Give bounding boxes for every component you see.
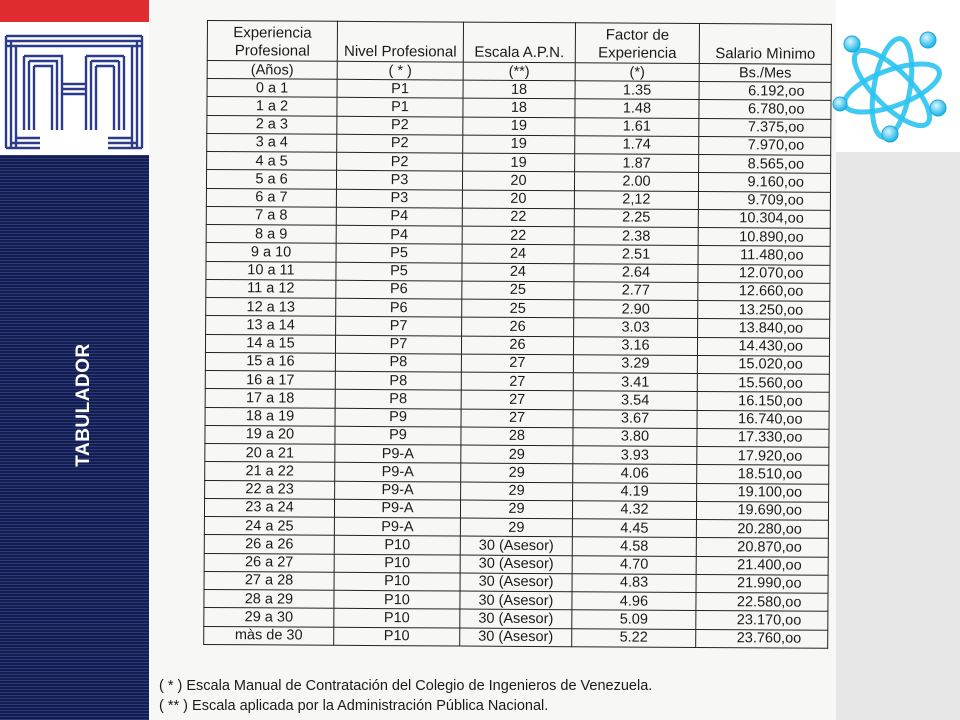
cell-scale: 29 [460, 500, 572, 519]
cell-experience: 3 a 4 [207, 133, 337, 152]
cell-scale: 29 [461, 463, 573, 482]
cell-salary: 9.709,oo [698, 191, 830, 210]
cell-scale: 30 (Asesor) [460, 573, 572, 592]
cell-experience: 28 a 29 [204, 589, 334, 608]
cell-salary: Salario Mìnimo [699, 24, 831, 65]
cell-salary: 15.020,oo [697, 355, 829, 374]
cell-experience: 5 a 6 [206, 170, 336, 189]
cell-experience: 22 a 23 [205, 480, 335, 499]
cell-level: P10 [334, 554, 460, 573]
cell-scale: 24 [462, 263, 574, 282]
cell-experience: 16 a 17 [205, 370, 335, 389]
cell-level: P4 [336, 207, 462, 226]
cell-level: P10 [334, 590, 460, 609]
cell-experience: 18 a 19 [205, 407, 335, 426]
cell-factor: 1.74 [575, 135, 699, 154]
cell-factor: 3.54 [573, 391, 697, 410]
cell-salary: 6.780,oo [699, 100, 831, 119]
footnote-1: ( * ) Escala Manual de Contratación del Colegio de Ingenieros de Venezuela. [159, 678, 653, 694]
cell-level: P9-A [335, 444, 461, 463]
cell-factor: 4.32 [572, 500, 696, 519]
cell-level: P2 [337, 134, 463, 153]
cell-factor: 3.03 [574, 318, 698, 337]
cell-level: P8 [335, 390, 461, 409]
cell-factor: 2.64 [574, 263, 698, 282]
cell-experience: 8 a 9 [206, 224, 336, 243]
cell-factor: 2.90 [574, 300, 698, 319]
cell-level: P1 [337, 98, 463, 117]
cell-experience: 10 a 11 [206, 261, 336, 280]
cell-scale: 19 [463, 153, 575, 172]
cell-experience: 27 a 28 [204, 571, 334, 590]
cell-experience: 2 a 3 [207, 115, 337, 134]
cell-salary: 12.070,oo [698, 264, 830, 283]
cell-experience: 14 a 15 [205, 334, 335, 353]
cell-salary: 7.375,oo [699, 118, 831, 137]
cell-factor: 4.06 [573, 464, 697, 483]
cell-factor: 3.67 [573, 409, 697, 428]
cell-salary: 6.192,oo [699, 82, 831, 101]
cell-factor: 4.83 [572, 573, 696, 592]
cell-scale: 18 [463, 80, 575, 99]
cell-factor: 2.51 [574, 245, 698, 264]
cell-factor: 4.70 [572, 555, 696, 574]
cell-level: P2 [337, 152, 463, 171]
cell-salary: 15.560,oo [697, 374, 829, 393]
cell-salary: 14.430,oo [697, 337, 829, 356]
cell-scale: 18 [463, 98, 575, 117]
cell-level: P10 [334, 572, 460, 591]
cell-level: P10 [334, 536, 460, 555]
cell-salary: 22.580,oo [696, 592, 828, 611]
table-header-row [207, 21, 831, 65]
cell-salary: 10.304,oo [698, 209, 830, 228]
cell-experience: 17 a 18 [205, 389, 335, 408]
cell-factor: 2,12 [574, 190, 698, 209]
cell-salary: 16.150,oo [697, 392, 829, 411]
cell-level: P5 [336, 244, 462, 263]
cell-scale: 19 [463, 117, 575, 136]
cell-salary: 9.160,oo [698, 173, 830, 192]
cell-factor: 3.93 [573, 446, 697, 465]
cell-experience: 7 a 8 [206, 206, 336, 225]
cell-experience: 20 a 21 [205, 443, 335, 462]
cell-scale: 30 (Asesor) [460, 536, 572, 555]
cell-experience: 24 a 25 [204, 516, 334, 535]
cell-salary: 12.660,oo [698, 282, 830, 301]
cell-salary: 21.990,oo [696, 574, 828, 593]
cell-scale: 30 (Asesor) [460, 555, 572, 574]
cell-experience: 15 a 16 [205, 352, 335, 371]
cell-level: P9-A [334, 499, 460, 518]
cell-scale: 30 (Asesor) [460, 591, 572, 610]
cell-scale: 30 (Asesor) [460, 609, 572, 628]
cell-factor: 3.16 [573, 336, 697, 355]
cell-level: P6 [336, 280, 462, 299]
cell-salary: 11.480,oo [698, 246, 830, 265]
cell-factor: 2.25 [574, 208, 698, 227]
cell-scale: 27 [461, 390, 573, 409]
cell-scale: 28 [461, 427, 573, 446]
footnotes [159, 676, 652, 716]
table-row [204, 626, 828, 648]
cell-scale: 27 [461, 372, 573, 391]
cell-level: P8 [335, 371, 461, 390]
cell-experience: 4 a 5 [207, 152, 337, 171]
cell-experience: 13 a 14 [206, 316, 336, 335]
cell-salary: 20.280,oo [696, 519, 828, 538]
cell-scale: 25 [462, 299, 574, 318]
cell-factor: 1.61 [575, 117, 699, 136]
cell-salary: 13.250,oo [698, 301, 830, 320]
cell-factor: 4.96 [572, 592, 696, 611]
right-gray-panel [836, 152, 960, 720]
cell-level: P10 [334, 609, 460, 628]
cell-level: P5 [336, 262, 462, 281]
cell-experience: 6 a 7 [206, 188, 336, 207]
atom-icon [830, 26, 954, 152]
cell-scale: 19 [463, 135, 575, 154]
cell-experience: 9 a 10 [206, 243, 336, 262]
cell-scale: (**) [463, 62, 575, 81]
cell-experience: 21 a 22 [205, 462, 335, 481]
cell-factor: 3.80 [573, 427, 697, 446]
cell-salary: 20.870,oo [696, 538, 828, 557]
cell-factor: 1.87 [575, 154, 699, 173]
left-sidebar [0, 0, 149, 720]
cell-factor: 2.38 [574, 227, 698, 246]
cell-salary: 8.565,oo [699, 155, 831, 174]
cell-experience: 11 a 12 [206, 279, 336, 298]
cell-experience: 0 a 1 [207, 79, 337, 98]
cell-scale: 22 [462, 208, 574, 227]
cell-level: P7 [335, 335, 461, 354]
cell-scale: 20 [462, 171, 574, 190]
cell-factor: 1.35 [575, 81, 699, 100]
red-accent-bar [0, 0, 149, 22]
cell-scale: 26 [461, 336, 573, 355]
cell-scale: 30 (Asesor) [460, 628, 572, 647]
cell-level: P2 [337, 116, 463, 135]
institution-logo [0, 22, 149, 155]
cell-factor: 5.22 [572, 628, 696, 647]
cell-level: P9 [335, 426, 461, 445]
cell-scale: 25 [462, 281, 574, 300]
cell-level: P3 [336, 171, 462, 190]
scanned-document [149, 0, 836, 720]
cell-factor: 3.41 [573, 373, 697, 392]
salary-table [203, 20, 832, 649]
cell-factor: 5.09 [572, 610, 696, 629]
sidebar-title: TABULADOR [73, 343, 94, 467]
cell-salary: 17.920,oo [697, 447, 829, 466]
cell-factor: 3.29 [573, 354, 697, 373]
cell-scale: 29 [461, 482, 573, 501]
cell-experience: 1 a 2 [207, 97, 337, 116]
cell-experience: 26 a 27 [204, 553, 334, 572]
cell-level: P9-A [335, 481, 461, 500]
cell-salary: 18.510,oo [697, 465, 829, 484]
cell-salary: 21.400,oo [696, 556, 828, 575]
cell-factor: (*) [575, 63, 699, 82]
cell-scale: 24 [462, 244, 574, 263]
cell-scale: 20 [462, 190, 574, 209]
cell-level: P6 [336, 298, 462, 317]
cell-level: ( * ) [337, 61, 463, 80]
cell-scale: 29 [461, 445, 573, 464]
cell-level: P10 [334, 627, 460, 646]
cell-factor: Factor de Experiencia [575, 23, 699, 64]
cell-salary: 17.330,oo [697, 428, 829, 447]
cell-salary: 7.970,oo [699, 136, 831, 155]
footnote-2: ( ** ) Escala aplicada por la Administración Pública Nacional. [159, 698, 549, 714]
cell-experience: (Años) [207, 61, 337, 80]
cell-level: Nivel Profesional [337, 21, 463, 62]
cell-salary: 19.100,oo [697, 483, 829, 502]
cell-salary: 16.740,oo [697, 410, 829, 429]
cell-scale: 29 [460, 518, 572, 537]
cell-experience: 19 a 20 [205, 425, 335, 444]
cell-level: P3 [336, 189, 462, 208]
cell-level: P1 [337, 79, 463, 98]
cell-salary: 23.170,oo [696, 611, 828, 630]
cell-experience: Experiencia Profesional [207, 21, 337, 62]
cell-experience: 12 a 13 [206, 297, 336, 316]
cell-experience: 23 a 24 [204, 498, 334, 517]
cell-level: P4 [336, 225, 462, 244]
cell-scale: 22 [462, 226, 574, 245]
cell-factor: 2.77 [574, 281, 698, 300]
cell-experience: màs de 30 [204, 626, 334, 645]
cell-factor: 2.00 [574, 172, 698, 191]
cell-scale: 27 [461, 354, 573, 373]
cell-salary: 19.690,oo [696, 501, 828, 520]
cell-scale: 27 [461, 409, 573, 428]
cell-level: P9-A [335, 463, 461, 482]
cell-scale: 26 [462, 317, 574, 336]
cell-level: P8 [335, 353, 461, 372]
cell-salary: 23.760,oo [696, 629, 828, 648]
cell-level: P7 [336, 317, 462, 336]
cell-factor: 4.58 [572, 537, 696, 556]
cell-factor: 4.19 [573, 482, 697, 501]
cell-experience: 29 a 30 [204, 608, 334, 627]
cell-experience: 26 a 26 [204, 535, 334, 554]
cell-factor: 1.48 [575, 99, 699, 118]
cell-salary: Bs./Mes [699, 64, 831, 83]
cell-salary: 13.840,oo [698, 319, 830, 338]
cell-factor: 4.45 [572, 519, 696, 538]
cell-level: P9 [335, 408, 461, 427]
cell-level: P9-A [334, 517, 460, 536]
cell-scale: Escala A.P.N. [463, 22, 575, 63]
cell-salary: 10.890,oo [698, 228, 830, 247]
